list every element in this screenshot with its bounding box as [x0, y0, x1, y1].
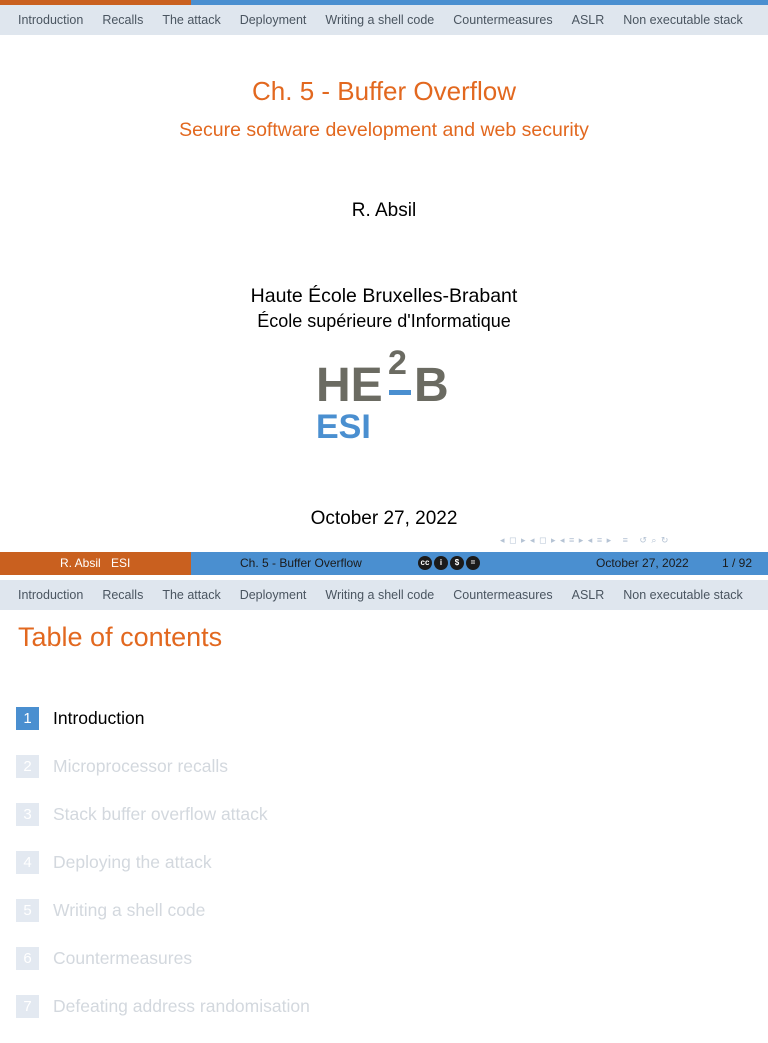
slide-footer: [0, 552, 768, 575]
nav-shell-code[interactable]: Writing a shell code: [325, 13, 435, 27]
section-navbar-2: [0, 580, 768, 610]
footer-org: ESI: [111, 556, 131, 570]
nav-introduction[interactable]: Introduction: [18, 13, 84, 27]
nav-countermeasures[interactable]: Countermeasures: [453, 13, 553, 27]
footer-title: Ch. 5 - Buffer Overflow: [240, 556, 362, 570]
nav-non-exec-stack[interactable]: Non executable stack: [623, 13, 743, 27]
slide-subtitle: Secure software development and web security: [179, 119, 589, 141]
presentation-date: October 27, 2022: [310, 508, 458, 529]
nav-countermeasures[interactable]: Countermeasures: [453, 588, 553, 602]
nav-deployment[interactable]: Deployment: [239, 588, 307, 602]
svg-text:HE: HE: [316, 359, 383, 412]
nav-aslr[interactable]: ASLR: [571, 13, 605, 27]
svg-text:B: B: [414, 359, 449, 412]
nav-deployment[interactable]: Deployment: [239, 13, 307, 27]
nav-aslr[interactable]: ASLR: [571, 588, 605, 602]
toc-item-stack-overflow-attack[interactable]: 3 Stack buffer overflow attack: [16, 803, 310, 851]
nav-recalls[interactable]: Recalls: [102, 13, 144, 27]
svg-text:2: 2: [388, 344, 407, 382]
toc-item-introduction[interactable]: 1 Introduction: [16, 707, 310, 755]
he2b-esi-logo: [316, 344, 458, 442]
toc-item-deploying-attack[interactable]: 4 Deploying the attack: [16, 851, 310, 899]
nav-introduction[interactable]: Introduction: [18, 588, 84, 602]
toc-list: [16, 707, 310, 1043]
beamer-navigation-symbols[interactable]: ◂ ◻ ▸ ◂ ◻ ▸ ◂ ≡ ▸ ◂ ≡ ▸ ≡ ↺ ⌕ ↻: [500, 535, 670, 545]
toc-item-defeating-aslr[interactable]: 7 Defeating address randomisation: [16, 995, 310, 1043]
svg-text:ESI: ESI: [316, 408, 371, 442]
nav-the-attack[interactable]: The attack: [162, 588, 221, 602]
slide-title: Ch. 5 - Buffer Overflow: [252, 76, 516, 106]
footer-page: 1 / 92: [722, 556, 753, 570]
toc-heading: Table of contents: [18, 622, 223, 652]
nav-the-attack[interactable]: The attack: [162, 13, 221, 27]
toc-item-shell-code[interactable]: 5 Writing a shell code: [16, 899, 310, 947]
department: École supérieure d'Informatique: [257, 311, 511, 331]
toc-item-microprocessor-recalls[interactable]: 2 Microprocessor recalls: [16, 755, 310, 803]
nav-recalls[interactable]: Recalls: [102, 588, 144, 602]
footer-date: October 27, 2022: [596, 556, 689, 570]
nav-shell-code[interactable]: Writing a shell code: [325, 588, 435, 602]
footer-author: R. Absil: [60, 556, 101, 570]
cc-license-icon: cc i $ =: [418, 556, 480, 570]
author: R. Absil: [351, 200, 417, 221]
institution: Haute École Bruxelles-Brabant: [250, 285, 518, 307]
section-navbar: [0, 5, 768, 35]
nav-non-exec-stack[interactable]: Non executable stack: [623, 588, 743, 602]
toc-item-countermeasures[interactable]: 6 Countermeasures: [16, 947, 310, 995]
